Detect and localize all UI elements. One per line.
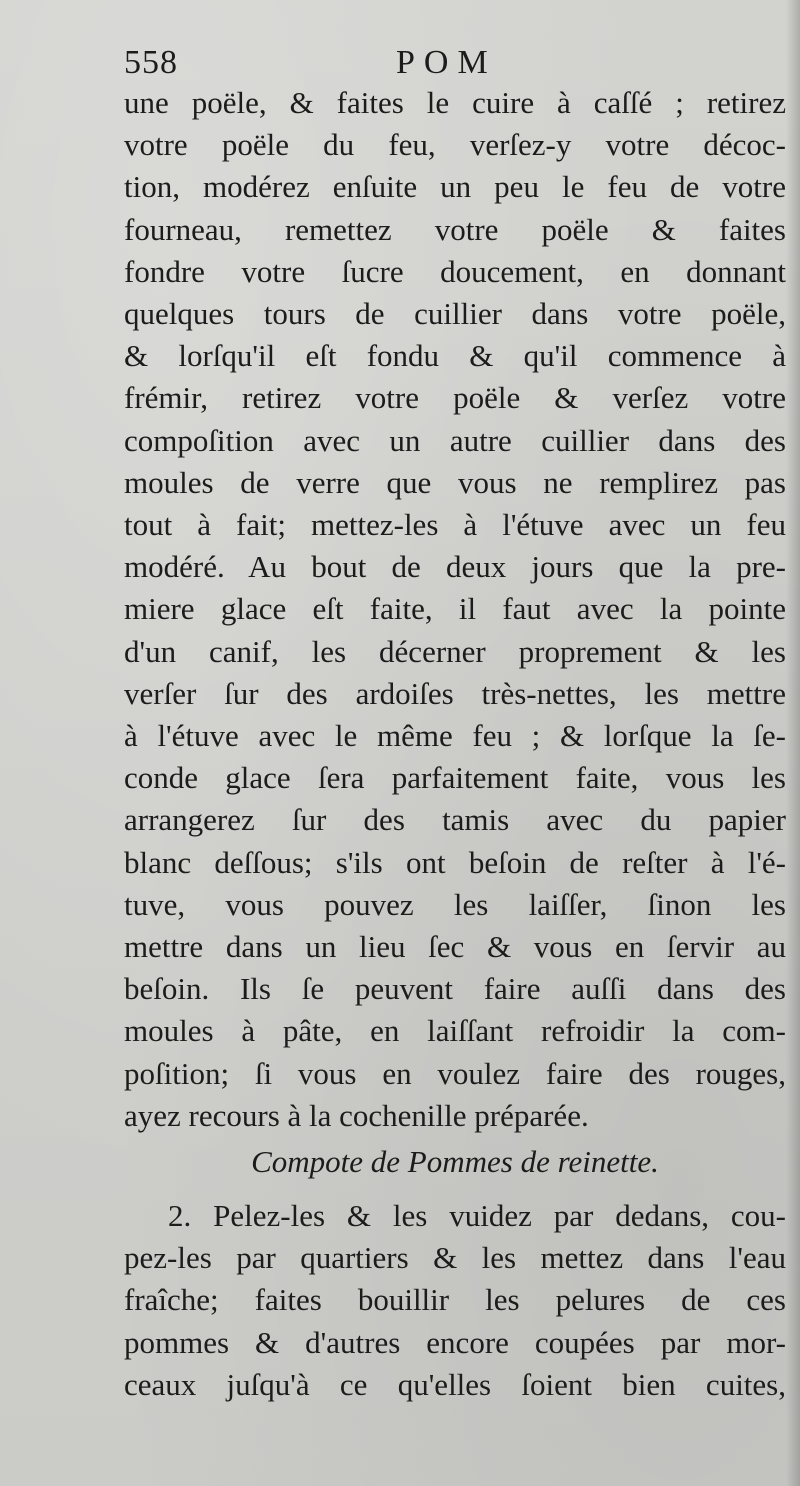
text-line: tout à fait; mettez-les à l'étuve avec un feu [124,507,786,543]
text-line: conde glace ſera parfaitement faite, vous les [124,760,786,796]
text-line: d'un canif, les décerner proprement & les [124,633,786,669]
paragraph-2 [124,1195,786,1406]
text-line: frémir, retirez votre poële & verſez votre [124,380,786,416]
text-line: fourneau, remettez votre poële & faites [124,211,786,247]
page-number: 558 [124,44,178,81]
page-header [124,38,784,88]
text-line: quelques tours de cuillier dans votre poële, [124,296,786,332]
text-line: arrangerez ſur des tamis avec du papier [124,802,786,838]
text-line: ayez recours à la cochenille préparée. [124,1097,589,1133]
running-head: POM [396,44,497,81]
text-line: mettre dans un lieu ſec & vous en ſervir au [124,929,786,965]
text-line: miere glace eſt faite, il faut avec la pointe [124,591,786,627]
text-line: modéré. Au bout de deux jours que la pre- [124,549,786,585]
text-line: ceaux juſqu'à ce qu'elles ſoient bien cuites, [124,1366,786,1402]
text-line: fondre votre ſucre doucement, en donnant [124,253,786,289]
text-line: & lorſqu'il eſt fondu & qu'il commence à [124,338,786,374]
text-line: moules de verre que vous ne remplirez pas [124,464,786,500]
text-line: votre poële du feu, verſez-y votre décoc- [124,127,786,163]
text-line: poſition; ſi vous en voulez faire des rouges, [124,1055,786,1091]
text-line: moules à pâte, en laiſſant refroidir la com- [124,1013,786,1049]
text-line: pommes & d'autres encore coupées par mor- [124,1324,786,1360]
text-line: fraîche; faites bouillir les pelures de ces [124,1282,786,1318]
text-line: verſer ſur des ardoiſes très-nettes, les mettre [124,675,786,711]
text-line: pez-les par quartiers & les mettez dans l'eau [124,1240,786,1276]
page-edge-shadow [786,0,800,1486]
text-line: 2. Pelez-les & les vuidez par dedans, cou- [168,1198,786,1233]
section-heading: Compote de Pommes de reinette. [251,1144,659,1179]
text-line: tion, modérez enſuite un peu le feu de votre [124,169,786,205]
text-line: à l'étuve avec le même feu ; & lorſque la ſe- [124,718,786,754]
text-line: compoſition avec un autre cuillier dans des [124,422,786,458]
text-line: tuve, vous pouvez les laiſſer, ſinon les [124,886,786,922]
text-line: blanc deſſous; s'ils ont beſoin de reſter à l'é- [124,844,786,880]
text-line: beſoin. Ils ſe peuvent faire auſſi dans des [124,971,786,1007]
text-line: une poële, & faites le cuire à caſſé ; retirez [124,85,786,120]
paragraph-1 [124,82,786,1137]
